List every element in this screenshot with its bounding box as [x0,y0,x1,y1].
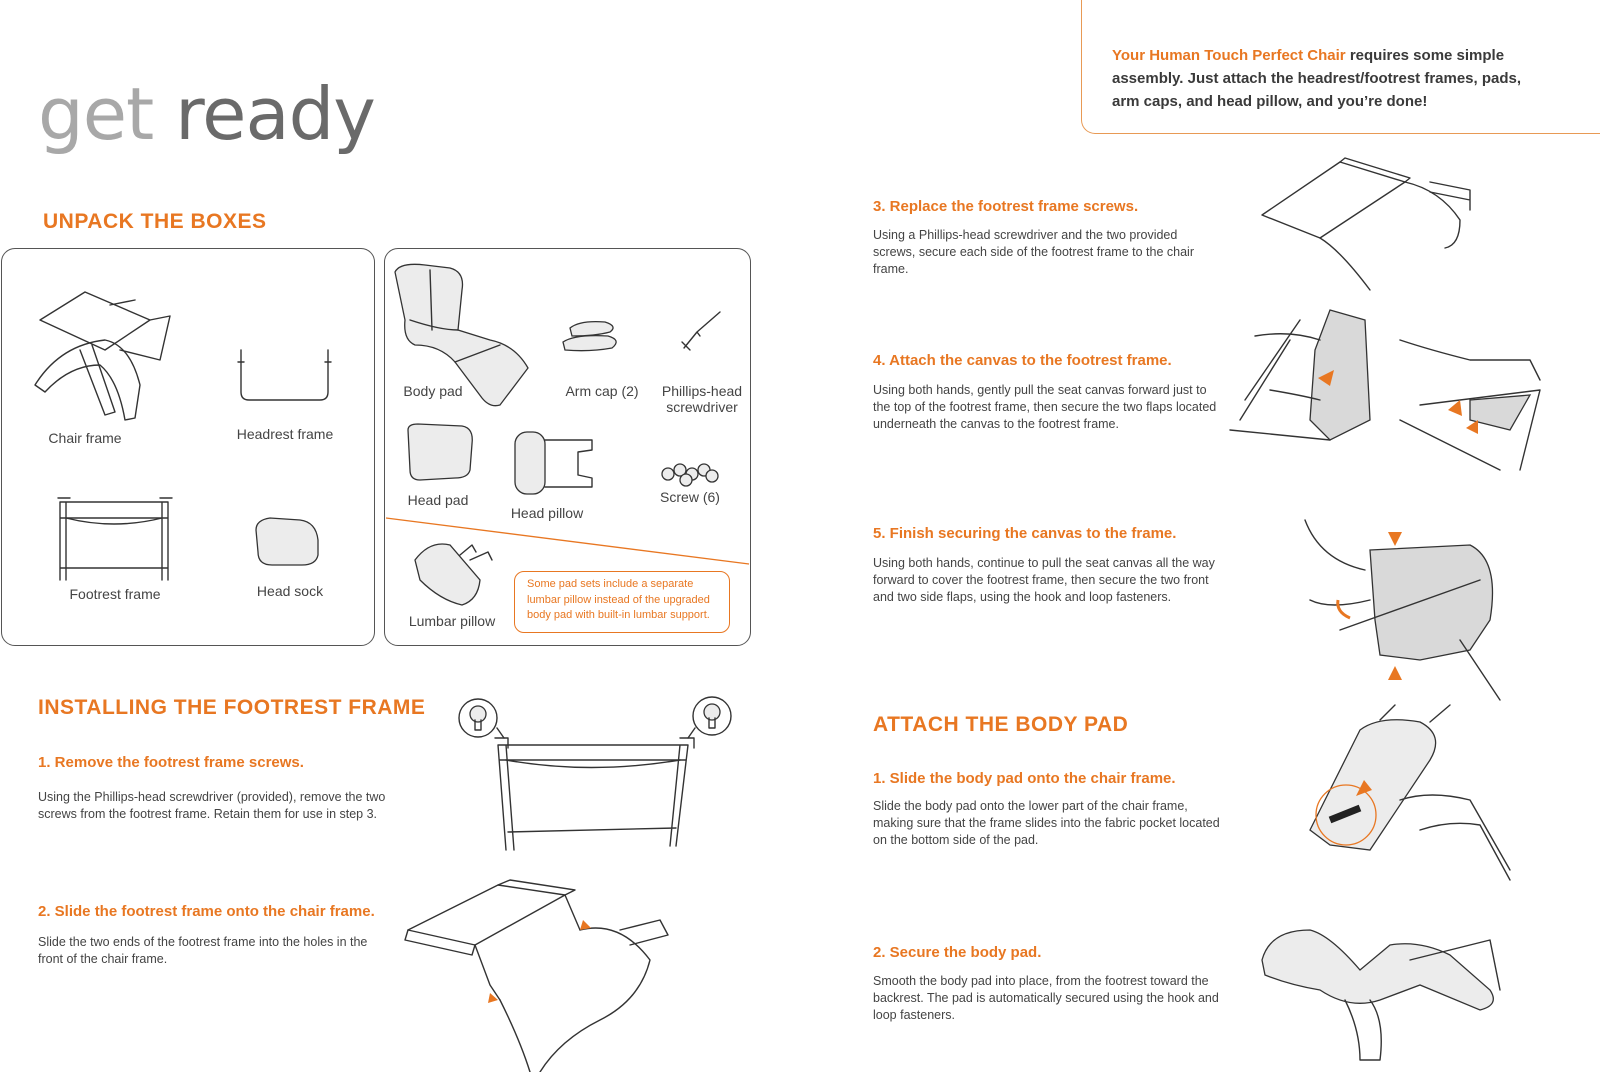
bodypad-step2-title: 2. Secure the body pad. [873,944,1042,961]
label-lumbar-pillow: Lumbar pillow [408,613,496,629]
footrest-step4-body: Using both hands, gently pull the seat canvas forward just to the top of the footrest frame, then secure the two flaps located underneath the canvas to the footrest frame. [873,383,1217,431]
intro-rest: requires some simple assembly. Just attach the headrest/footrest frames, pads, arm caps, and head pillow, and you’re done! [1112,47,1522,110]
footrest-step3-body: Using a Phillips-head screwdriver and the two provided screws, secure each side of the footrest frame to the chair frame. [873,228,1194,276]
bodypad-step2-illustration [1262,930,1500,1060]
bodypad-step1-illustration [1310,705,1510,880]
bodypad-heading: ATTACH THE BODY PAD [873,713,1129,736]
label-screwdriver-line2: screwdriver [666,399,738,415]
footrest-step1-body: Using the Phillips-head screwdriver (provided), remove the two screws from the footrest frame. Retain them for use in step 3. [38,790,386,821]
footrest-step5-title: 5. Finish securing the canvas to the frame. [873,525,1177,542]
label-body-pad: Body pad [403,383,463,399]
label-head-sock: Head sock [256,583,324,599]
footrest-step2-title: 2. Slide the footrest frame onto the chair frame. [38,903,375,920]
bodypad-step1-body: Slide the body pad onto the lower part of the chair frame, making sure that the frame slides into the fabric pocket located on the bottom side of the pad. [873,799,1220,847]
title-word-ready: ready [175,72,375,156]
unpack-heading: UNPACK THE BOXES [43,210,267,233]
label-chair-frame: Chair frame [48,430,122,446]
footrest-step3-title: 3. Replace the footrest frame screws. [873,198,1139,215]
label-screw: Screw (6) [660,489,720,505]
lumbar-note: Some pad sets include a separate lumbar pillow instead of the upgraded body pad with built-in lumbar support. [514,571,730,633]
title-word-get: get [38,72,154,156]
bodypad-step1-title: 1. Slide the body pad onto the chair frame. [873,770,1176,787]
footrest-heading: INSTALLING THE FOOTREST FRAME [38,696,426,719]
label-arm-cap: Arm cap (2) [565,383,639,399]
label-head-pad: Head pad [407,492,469,508]
label-footrest-frame: Footrest frame [69,586,161,602]
footrest-step2-body: Slide the two ends of the footrest frame into the holes in the front of the chair frame. [38,935,368,966]
footrest-step4-title: 4. Attach the canvas to the footrest frame. [873,352,1172,369]
intro-product-name: Your Human Touch Perfect Chair [1112,47,1346,64]
bodypad-step2-body: Smooth the body pad into place, from the footrest toward the backrest. The pad is automatically secured using the hook and loop fasteners. [873,974,1219,1022]
label-headrest-frame: Headrest frame [236,426,334,442]
footrest-step5-body: Using both hands, continue to pull the seat canvas all the way forward to cover the footrest frame, then secure the two front and two side flaps, using the hook and loop fasteners. [873,556,1215,604]
footrest-step1-title: 1. Remove the footrest frame screws. [38,754,304,771]
label-screwdriver-line1: Phillips-head [661,383,743,399]
label-head-pillow: Head pillow [510,505,584,521]
